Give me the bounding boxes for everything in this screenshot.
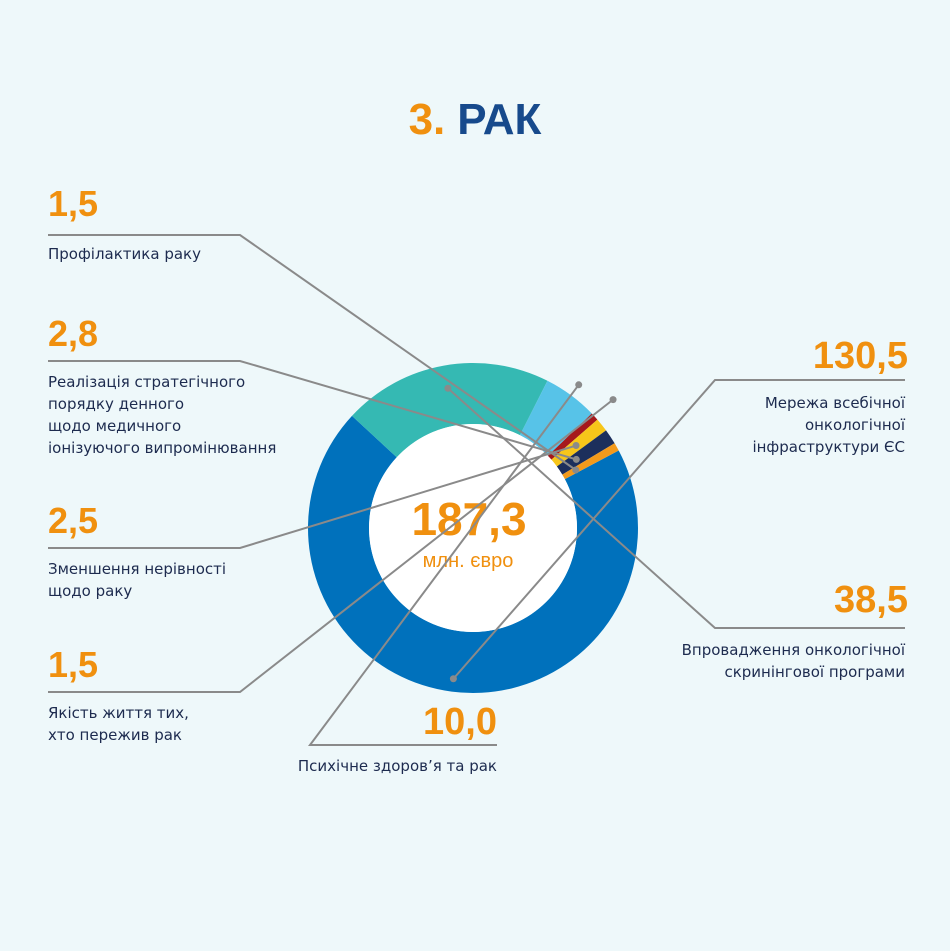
category-label: щодо раку (48, 582, 133, 600)
value-label: 2,5 (48, 500, 99, 541)
title-text: РАК (457, 95, 542, 144)
category-label: Мережа всебічної (764, 394, 905, 412)
chart-title (409, 95, 542, 144)
leader-dot (573, 442, 580, 449)
leader-dot (575, 381, 582, 388)
value-label: 2,8 (48, 313, 99, 354)
category-label: Зменшення нерівності (48, 560, 227, 578)
leader-dot (572, 466, 579, 473)
value-label: 1,5 (48, 183, 99, 224)
center-total-value: 187,3 (411, 493, 527, 545)
category-label: хто пережив рак (48, 726, 182, 744)
category-label: Впровадження онкологічної (681, 641, 905, 659)
center-total-unit: млн. євро (422, 550, 514, 572)
category-label: Профілактика раку (48, 245, 201, 263)
category-label: Якість життя тих, (48, 704, 189, 722)
category-label: Психічне здоров’я та рак (297, 757, 497, 775)
value-label: 38,5 (834, 579, 908, 621)
leader-dot (444, 385, 451, 392)
category-label: щодо медичного (48, 417, 182, 435)
leader-dot (450, 675, 457, 682)
category-label: інфраструктури ЄС (752, 438, 905, 456)
category-label: Реалізація стратегічного (48, 373, 246, 391)
leader-dot (573, 456, 580, 463)
category-label: онкологічної (804, 416, 905, 434)
category-label: порядку денного (48, 395, 185, 413)
value-label: 10,0 (423, 701, 497, 743)
value-label: 1,5 (48, 644, 99, 685)
title-number: 3. (408, 95, 446, 144)
category-label: скринінгової програми (724, 663, 905, 681)
category-label: іонізуючого випромінювання (48, 439, 277, 457)
value-label: 130,5 (812, 335, 908, 377)
leader-dot (610, 396, 617, 403)
